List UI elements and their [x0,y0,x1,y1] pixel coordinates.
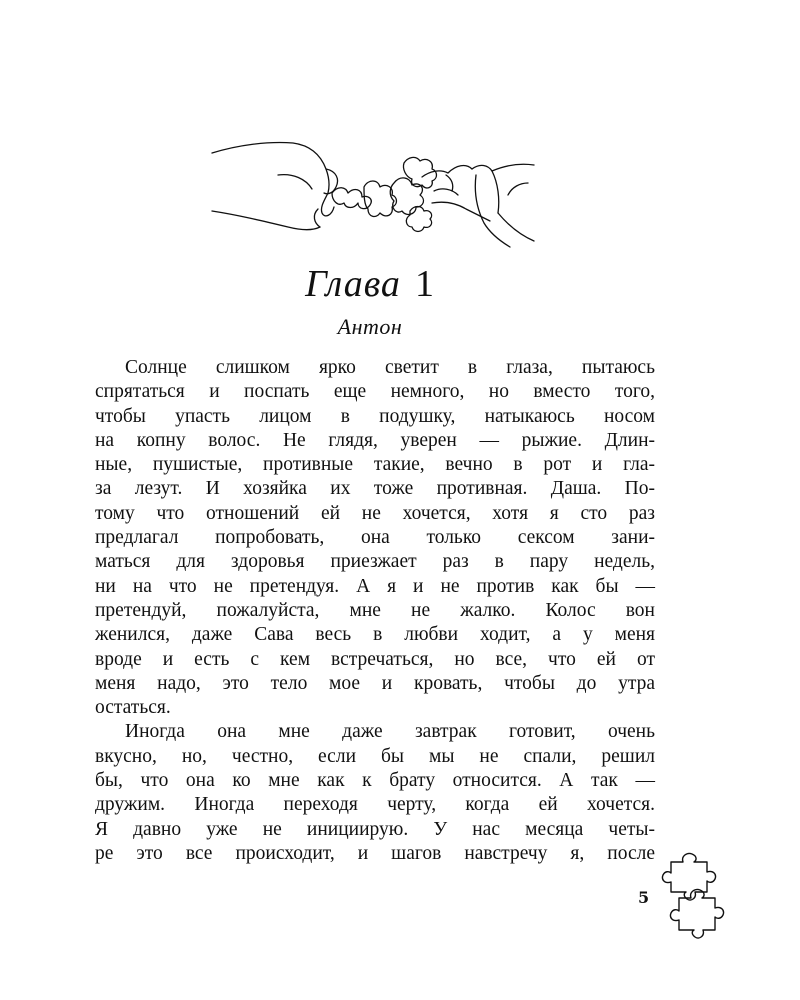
text-line: претендуй, пожалуйста, мне не жалко. Колос вон [95,599,655,621]
text-line: ные, пушистые, противные такие, вечно в рот и гла- [95,454,655,476]
chapter-body-text [95,356,655,866]
text-line: Я давно уже не инициирую. У нас месяца четы- [95,818,655,840]
text-line: ни на что не претендуя. А я и не против как бы — [95,575,655,597]
text-line: бы, что она ко мне как к брату относится. А так — [95,770,655,792]
text-line: тому что отношений ей не хочется, хотя я сто раз [95,502,655,524]
text-line: за лезут. И хозяйка их тоже противная. Даша. По- [95,478,655,500]
text-line: женился, даже Сава весь в любви ходит, а у меня [95,624,655,646]
text-line: вроде и есть с кем встречаться, но все, что ей от [95,648,655,670]
paragraph-1 [95,356,655,720]
text-line: меня надо, это тело мое и кровать, чтобы до утра [95,672,655,694]
chapter-title [0,262,740,306]
puzzle-pieces-icon [657,852,727,940]
text-line: на копну волос. Не глядя, уверен — рыжие. Длин- [95,429,655,451]
text-line: вкусно, но, честно, если бы мы не спали, решил [95,745,655,767]
text-line: ре это все происходит, и шагов навстречу я, после [95,842,655,864]
text-line: маться для здоровья приезжает раз в пару недель, [95,551,655,573]
hands-holding-puzzle-pieces-icon [208,135,538,250]
text-line: остаться. [95,697,171,719]
chapter-number: 1 [414,263,435,305]
text-line: предлагал попробовать, она только сексом зани- [95,527,655,549]
text-line: Иногда она мне даже завтрак готовит, очень [125,721,655,743]
page-number: 5 [638,888,650,907]
chapter-title-word: Глава [305,263,401,305]
text-line: чтобы упасть лицом в подушку, натыкаюсь носом [95,405,655,427]
paragraph-2 [95,720,655,866]
text-line: спрятаться и поспать еще немного, но вместо того, [95,381,655,403]
text-line: дружим. Иногда переходя черту, когда ей хочется. [95,794,655,816]
text-line: Солнце слишком ярко светит в глаза, пытаюсь [125,357,655,378]
character-name: Антон [337,314,403,339]
